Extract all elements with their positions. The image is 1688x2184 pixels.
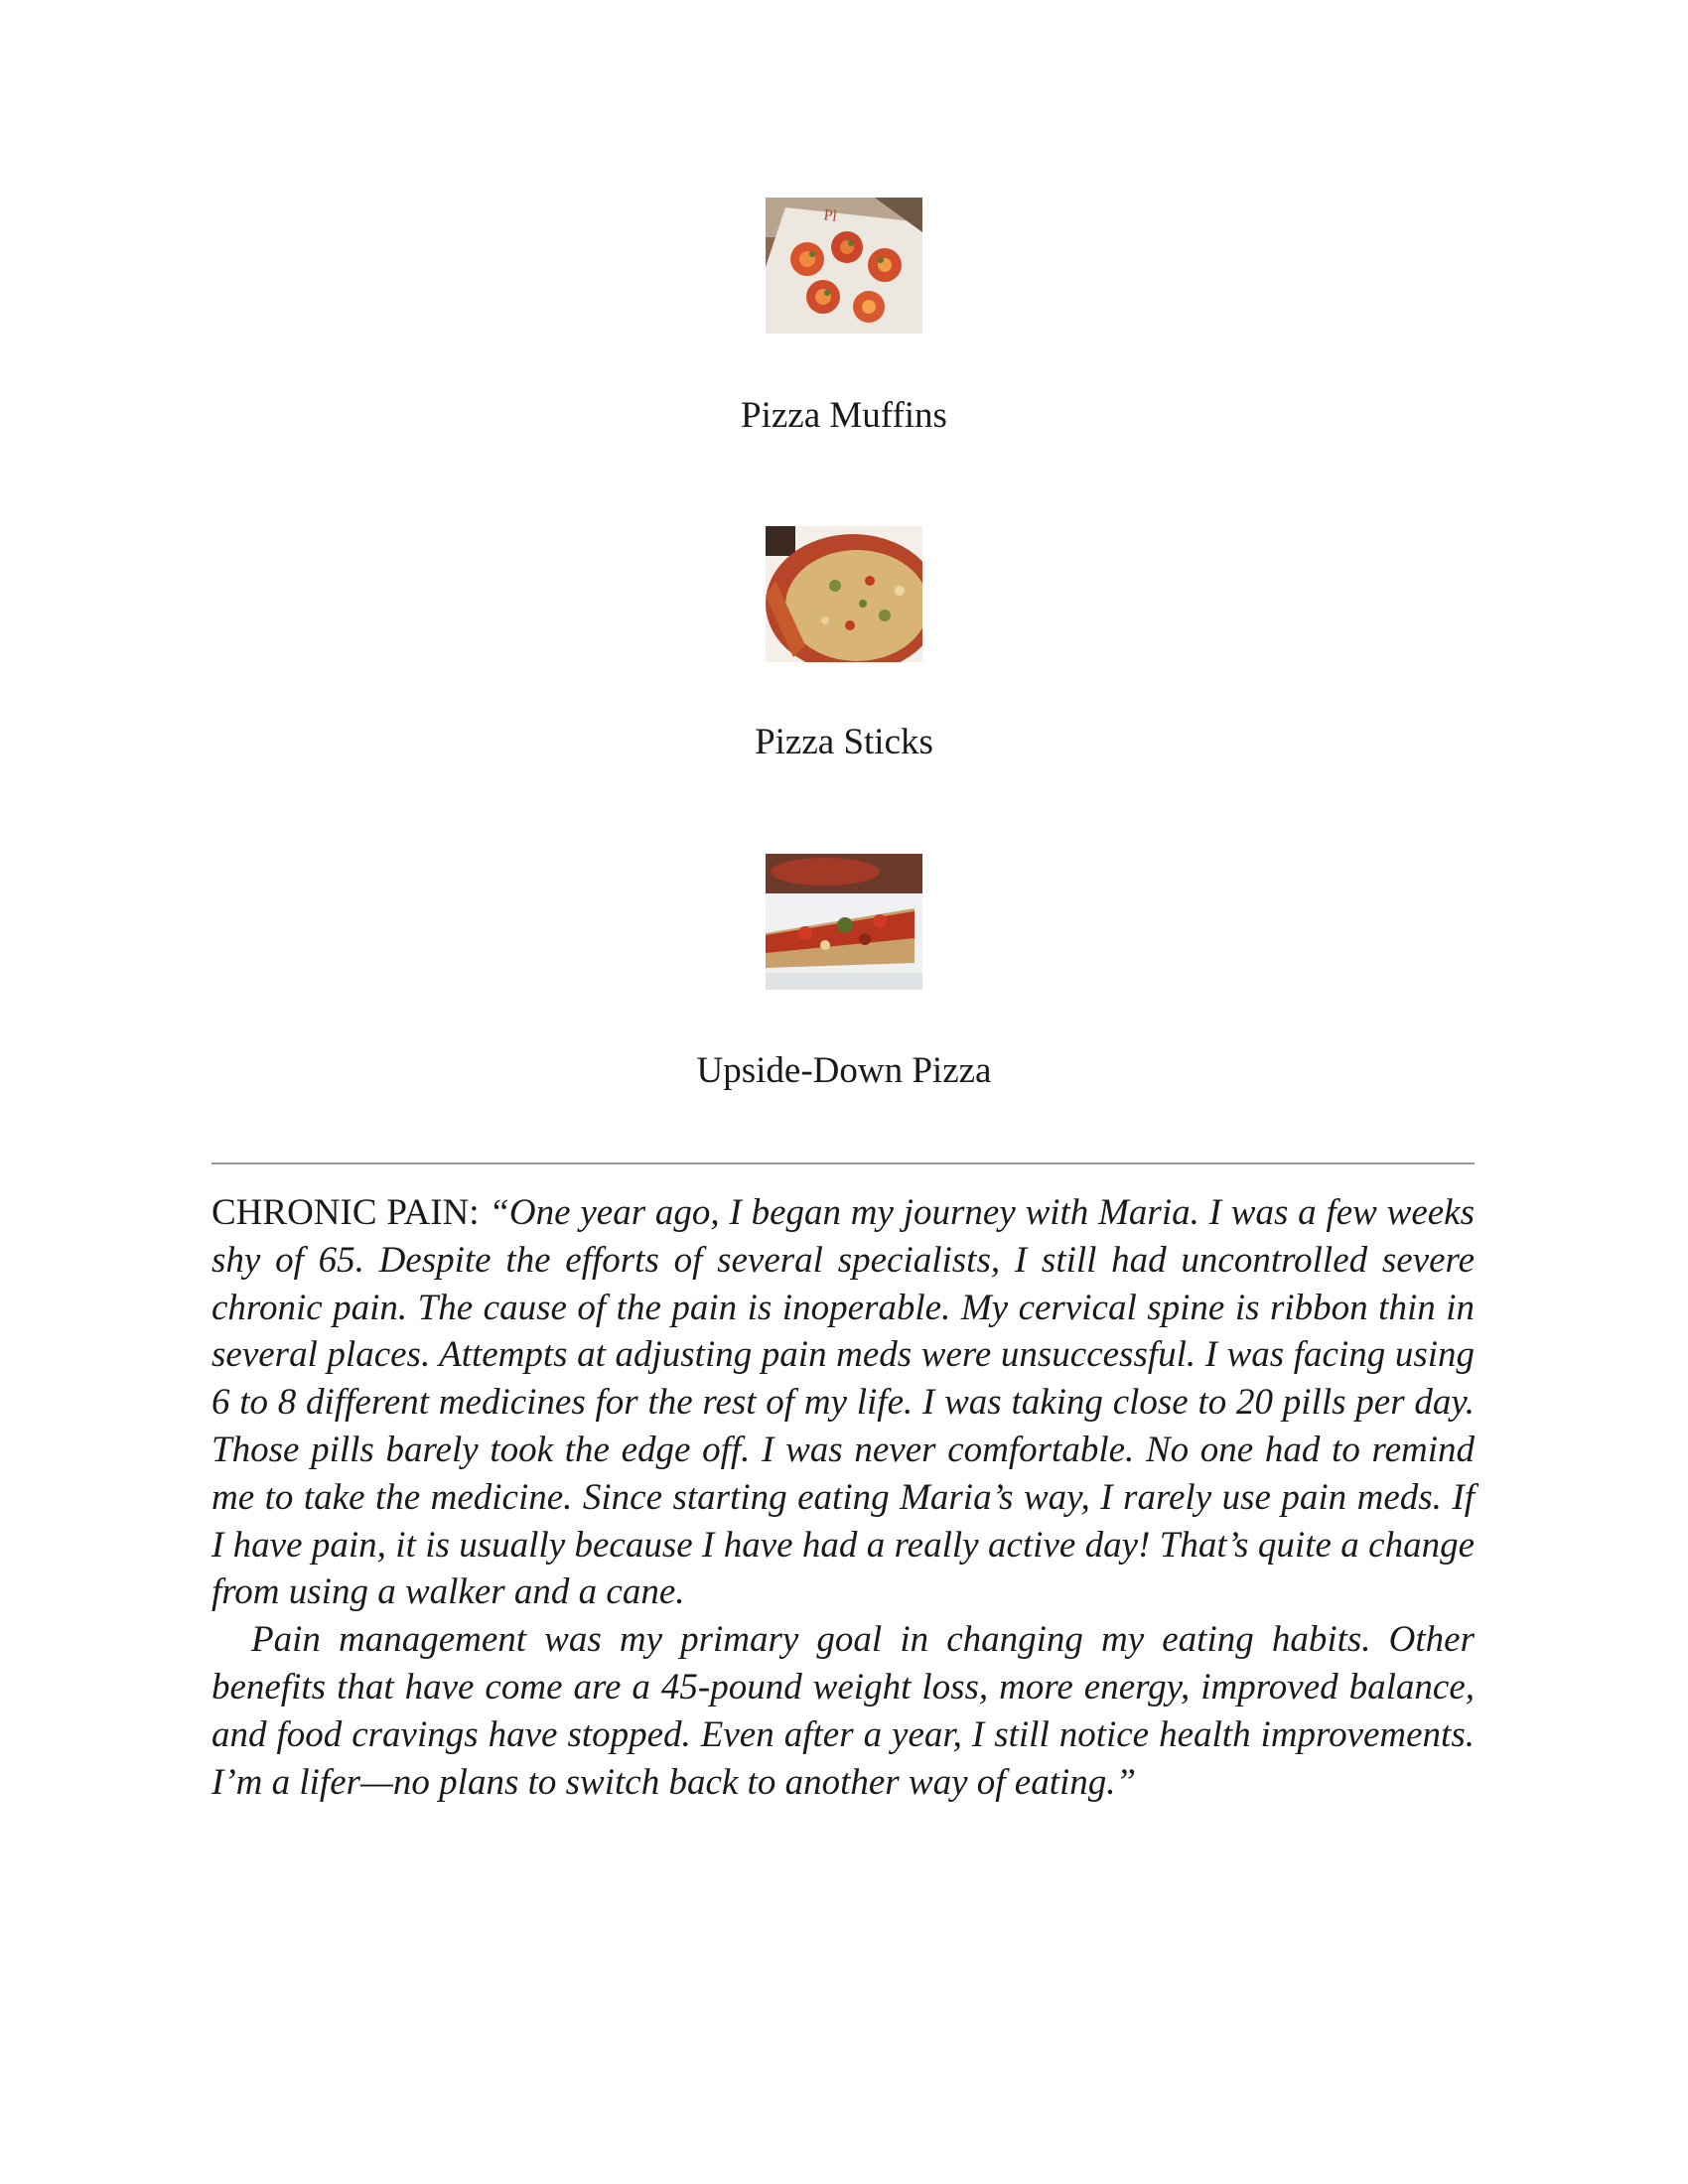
recipe-pizza-muffins	[0, 198, 1688, 334]
testimonial-label: CHRONIC PAIN:	[211, 1192, 490, 1233]
pizza-muffins-photo	[766, 198, 922, 334]
recipe-pizza-sticks	[0, 526, 1688, 662]
section-divider	[211, 1162, 1475, 1164]
pizza-sticks-photo	[766, 526, 922, 662]
recipe-caption-pizza-muffins: Pizza Muffins	[741, 395, 947, 436]
testimonial-paragraph-1	[211, 1189, 1475, 1616]
testimonial-quote-2: Pain management was my primary goal in changing my eating habits. Other benefits that have come are a 45-pound weight loss, more energy, improved balance, and food cravings have stopped. Even after a year, I still notice health improvements. I’m a lifer—no plans to switch back to another way of eating.”	[211, 1619, 1475, 1803]
testimonial-block	[211, 1189, 1475, 1806]
recipe-upside-down-pizza	[0, 854, 1688, 990]
recipe-caption-pizza-sticks: Pizza Sticks	[755, 722, 933, 762]
recipe-caption-upside-down-pizza: Upside-Down Pizza	[696, 1050, 992, 1091]
testimonial-paragraph-2	[211, 1616, 1475, 1806]
svg-text:Pl: Pl	[822, 206, 839, 225]
testimonial-quote-1: “One year ago, I began my journey with Maria. I was a few weeks shy of 65. Despite the efforts of several specialists, I still had uncontrolled severe chronic pain. The cause of the pain is inoperable. My cervical spine is ribbon thin in several places. Attempts at adjusting pain meds were unsuccessful. I was facing using 6 to 8 different medicines for the rest of my life. I was taking close to 20 pills per day. Those pills barely took the edge off. I was never comfortable. No one had to remind me to take the medicine. Since starting eating Maria’s way, I rarely use pain meds. If I have pain, it is usually because I have had a really active day! That’s quite a change from using a walker and a cane.	[211, 1192, 1475, 1613]
upside-down-pizza-photo	[766, 854, 922, 990]
